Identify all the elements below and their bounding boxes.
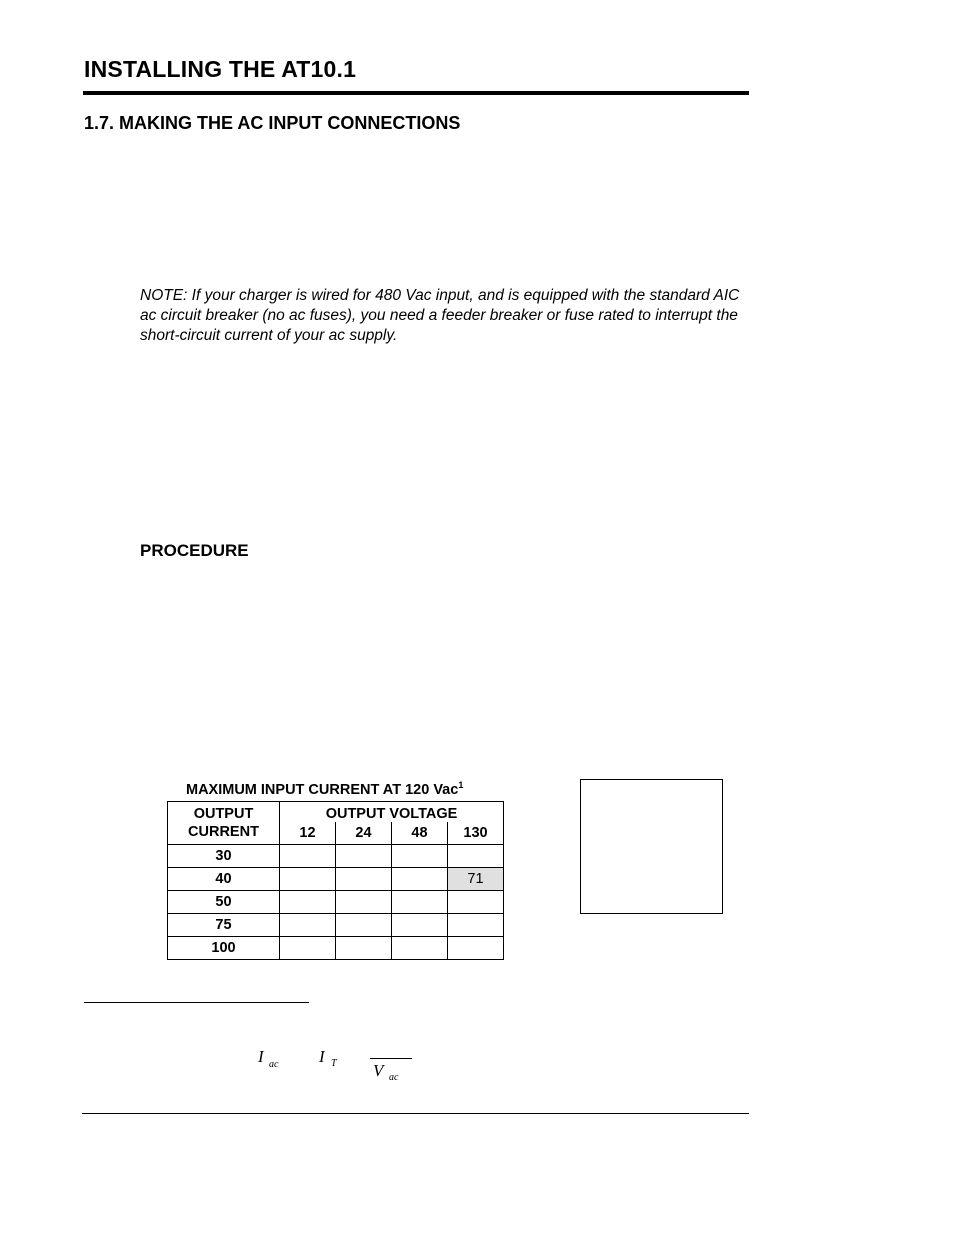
- page-title: INSTALLING THE AT10.1: [84, 56, 357, 82]
- value-cell: [280, 891, 336, 914]
- formula-i-t: I: [319, 1047, 325, 1066]
- formula-i-t-subscript: T: [331, 1058, 337, 1069]
- table-header-row: [168, 802, 504, 823]
- value-cell: [336, 891, 392, 914]
- table-row: [168, 891, 504, 914]
- formula-v-ac-subscript: ac: [389, 1072, 399, 1083]
- current-cell: 100: [168, 937, 280, 960]
- voltage-130: 130: [448, 822, 504, 845]
- voltage-24: 24: [336, 822, 392, 845]
- fraction-bar: [370, 1058, 412, 1059]
- value-cell: [280, 868, 336, 891]
- value-cell: [280, 914, 336, 937]
- value-cell: [280, 937, 336, 960]
- value-cell: [336, 914, 392, 937]
- section-heading: 1.7. MAKING THE AC INPUT CONNECTIONS: [84, 113, 461, 133]
- table-row: [168, 937, 504, 960]
- formula-i-ac: I: [258, 1047, 264, 1066]
- current-cell: 30: [168, 845, 280, 868]
- value-cell: [448, 845, 504, 868]
- current-cell: 75: [168, 914, 280, 937]
- value-cell: [392, 937, 448, 960]
- note-paragraph: NOTE: If your charger is wired for 480 Vac input, and is equipped with the standard AIC ac circuit breaker (no ac fuses), you need a feeder breaker or fuse rated to interrupt the short-circuit current of your ac supply.: [140, 287, 740, 344]
- current-cell: 50: [168, 891, 280, 914]
- table-caption: [186, 780, 463, 798]
- current-cell: 40: [168, 868, 280, 891]
- value-cell: [336, 845, 392, 868]
- blank-figure-box: [580, 779, 723, 914]
- row-header-cell: [168, 802, 280, 845]
- voltage-48: 48: [392, 822, 448, 845]
- value-cell: [336, 937, 392, 960]
- footer-rule: [82, 1113, 749, 1114]
- table-caption-text: MAXIMUM INPUT CURRENT AT 120 Vac: [186, 782, 459, 798]
- table-row: [168, 845, 504, 868]
- row-header-line2: CURRENT: [188, 824, 259, 840]
- highlighted-value-cell: 71: [448, 868, 504, 891]
- procedure-heading: PROCEDURE: [140, 541, 249, 560]
- value-cell: [392, 845, 448, 868]
- value-cell: [392, 891, 448, 914]
- output-voltage-header: OUTPUT VOLTAGE: [280, 802, 504, 823]
- footnote-marker: 1: [458, 780, 464, 790]
- formula-v-ac: V: [373, 1061, 384, 1080]
- value-cell: [448, 937, 504, 960]
- voltage-12: 12: [280, 822, 336, 845]
- table-row: [168, 868, 504, 891]
- footnote-rule: [84, 1002, 309, 1003]
- value-cell: [280, 845, 336, 868]
- input-current-table: [167, 801, 504, 960]
- value-cell: [448, 891, 504, 914]
- value-cell: [392, 914, 448, 937]
- row-header-line1: OUTPUT: [193, 806, 254, 822]
- value-cell: [392, 868, 448, 891]
- value-cell: [336, 868, 392, 891]
- table-row: [168, 914, 504, 937]
- formula-i-ac-subscript: ac: [269, 1059, 279, 1070]
- header-rule: [83, 91, 749, 95]
- value-cell: [448, 914, 504, 937]
